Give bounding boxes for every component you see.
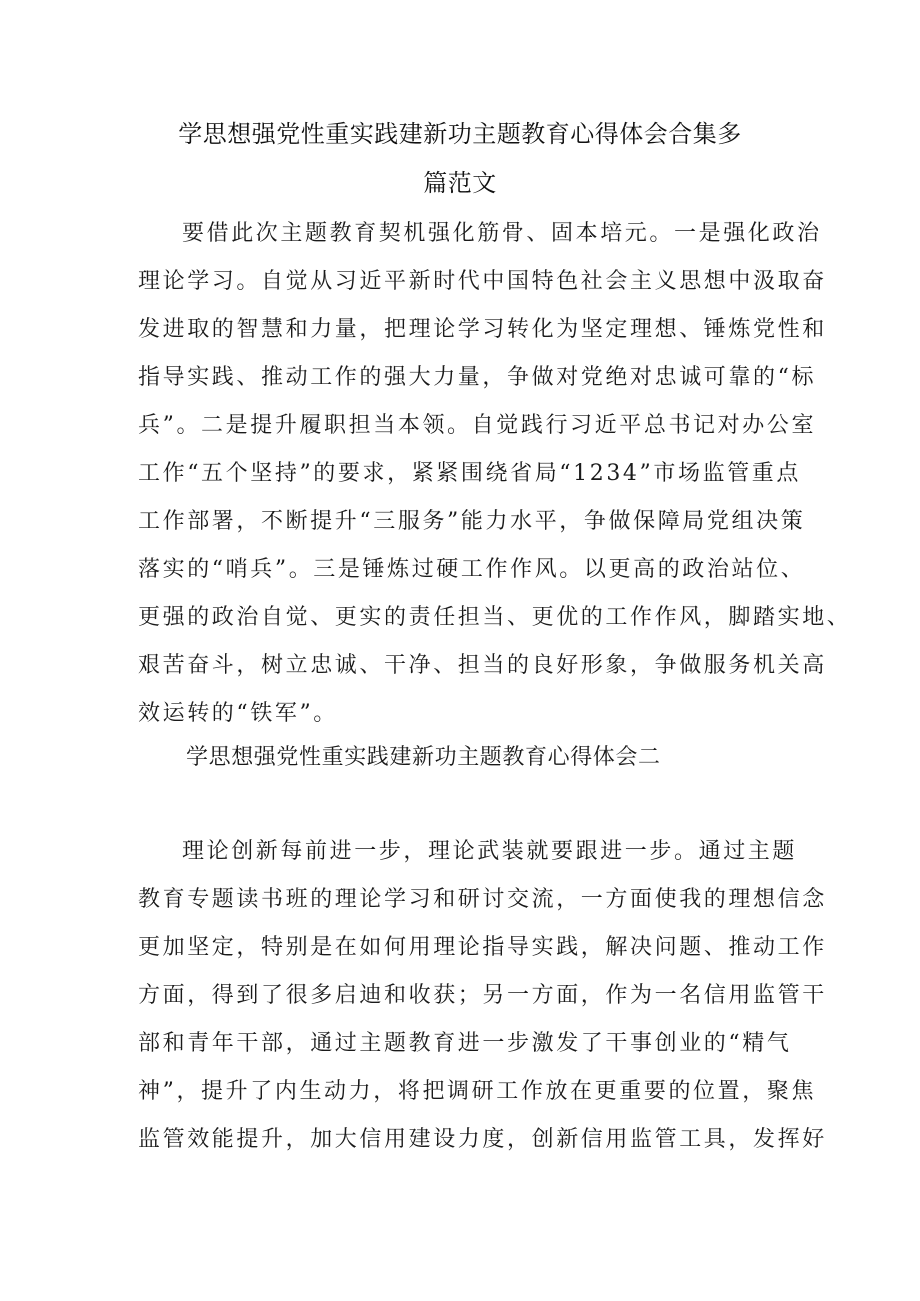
paragraph-2-line: 部和青年干部，通过主题教育进一步激发了干事创业的“精气 — [138, 1031, 792, 1056]
paragraph-2-line: 方面，得到了很多启迪和收获；另一方面，作为一名信用监管干 — [138, 983, 827, 1008]
paragraph-1-line: 要借此次主题教育契机强化筋骨、固本培元。一是强化政治 — [182, 221, 822, 246]
paragraph-1-line: 理论学习。自觉从习近平新时代中国特色社会主义思想中汲取奋 — [138, 269, 827, 294]
paragraph-1-line: 兵”。二是提升履职担当本领。自觉践行习近平总书记对办公室 — [138, 413, 817, 438]
paragraph-2 — [138, 828, 827, 1164]
document-title-line-2: 篇范文 — [423, 169, 497, 197]
document-title-line-1: 学思想强党性重实践建新功主题教育心得体会合集多 — [178, 120, 742, 148]
paragraph-2-line: 教育专题读书班的理论学习和研讨交流，一方面使我的理想信念 — [138, 887, 827, 912]
paragraph-1-line: 工作“五个坚持”的要求，紧紧围绕省局“1234”市场监管重点 — [138, 461, 801, 486]
paragraph-1-line: 指导实践、推动工作的强大力量，争做对党绝对忠诚可靠的“标 — [138, 365, 817, 390]
paragraph-1 — [138, 210, 852, 738]
paragraph-1-line: 落实的“哨兵”。三是锤炼过硬工作作风。以更高的政治站位、 — [138, 557, 806, 582]
paragraph-1-line: 更强的政治自觉、更实的责任担当、更优的工作作风，脚踏实地、 — [138, 605, 852, 630]
section-2-heading: 学思想强党性重实践建新功主题教育心得体会二 — [186, 745, 661, 770]
paragraph-2-line: 更加坚定，特别是在如何用理论指导实践，解决问题、推动工作 — [138, 935, 827, 960]
paragraph-2-line: 监管效能提升，加大信用建设力度，创新信用监管工具，发挥好 — [138, 1127, 827, 1152]
paragraph-1-line: 效运转的“铁军”。 — [138, 701, 338, 726]
paragraph-2-line: 神”，提升了内生动力，将把调研工作放在更重要的位置，聚焦 — [138, 1079, 817, 1104]
paragraph-1-line: 艰苦奋斗，树立忠诚、干净、担当的良好形象，争做服务机关高 — [138, 653, 827, 678]
paragraph-1-line: 工作部署，不断提升“三服务”能力水平，争做保障局党组决策 — [138, 509, 806, 534]
paragraph-2-line: 理论创新每前进一步，理论武装就要跟进一步。通过主题 — [182, 839, 798, 864]
paragraph-1-line: 发进取的智慧和力量，把理论学习转化为坚定理想、锤炼党性和 — [138, 317, 827, 342]
